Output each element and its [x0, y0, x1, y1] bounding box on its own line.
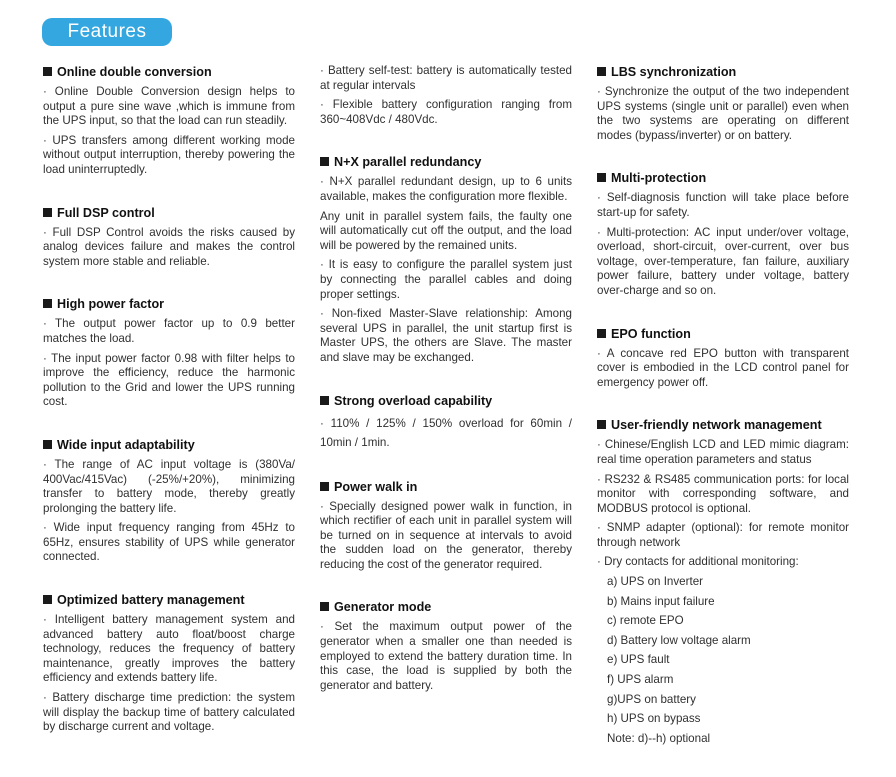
bullet-square-icon	[43, 595, 52, 604]
section-epo-function	[597, 326, 849, 391]
list-item: h) UPS on bypass	[607, 712, 701, 726]
bullet-square-icon	[43, 208, 52, 217]
paragraph: · Online Double Conversion design helps to output a pure sine wave ,which is immune from the UPS input, so that the load can run steadily.	[43, 85, 295, 128]
bullet-square-icon	[43, 299, 52, 308]
section-heading: User-friendly network management	[611, 418, 822, 433]
section-nx-parallel-redundancy	[320, 154, 572, 365]
bullet-square-icon	[320, 157, 329, 166]
paragraph: · The range of AC input voltage is (380Va/ 400Vac/415Vac) (-25%/+20%), minimizing transfer to battery mode, thereby greatly prolonging the battery life.	[43, 457, 295, 515]
section-wide-input-adaptability	[43, 437, 295, 565]
paragraph: · Non-fixed Master-Slave relationship: Among several UPS in parallel, the unit startup first is Master UPS, the others are Slave. The master and slave may be exchanged.	[320, 307, 572, 364]
section-high-power-factor	[43, 296, 295, 410]
section-full-dsp-control	[43, 205, 295, 270]
section-heading: Generator mode	[334, 600, 432, 615]
paragraph: · Flexible battery configuration ranging from 360~408Vdc / 480Vdc.	[320, 98, 572, 126]
list-item: d) Battery low voltage alarm	[607, 633, 751, 647]
paragraph: · Dry contacts for additional monitoring:	[597, 555, 799, 569]
section-heading: Full DSP control	[57, 205, 155, 220]
paragraph: · A concave red EPO button with transparent cover is embodied in the LCD control panel for emergency power off.	[597, 346, 849, 389]
section-optimized-battery-management	[43, 592, 295, 735]
bullet-square-icon	[43, 440, 52, 449]
column-2	[320, 64, 572, 698]
bullet-square-icon	[320, 602, 329, 611]
section-multi-protection	[597, 170, 849, 298]
section-heading: EPO function	[611, 326, 691, 341]
bullet-square-icon	[597, 420, 606, 429]
paragraph: · Battery self-test: battery is automatically tested at regular intervals	[320, 64, 572, 92]
paragraph: · Specially designed power walk in function, in which rectifier of each unit in parallel system will be turned on in sequence at intervals to avoid the sudden load on the generator, thereby reducing the cost of the generator required.	[320, 499, 572, 571]
section-user-friendly-network-management	[597, 417, 849, 746]
section-heading: Multi-protection	[611, 171, 707, 186]
paragraph: · Wide input frequency ranging from 45Hz to 65Hz, ensures stability of UPS while generator connected.	[43, 521, 295, 564]
paragraph: Any unit in parallel system fails, the faulty one will automatically cut off the output, and the load will be powered by the remained units.	[320, 209, 572, 252]
list-item: e) UPS fault	[607, 653, 670, 667]
paragraph: · Intelligent battery management system and advanced battery auto float/boost charge technology, reduces the frequency of battery maintenance, greatly improves the battery efficiency and extends battery life.	[43, 613, 295, 685]
list-item: f) UPS alarm	[607, 673, 674, 687]
section-heading: Power walk in	[334, 479, 418, 494]
section-heading: Wide input adaptability	[57, 437, 195, 452]
bullet-square-icon	[43, 67, 52, 76]
paragraph: · Battery discharge time prediction: the system will display the backup time of battery calculated by discharge current and voltage.	[43, 691, 295, 734]
section-heading: Optimized battery management	[57, 593, 245, 608]
section-online-double-conversion	[43, 64, 295, 178]
section-generator-mode	[320, 599, 572, 693]
bullet-square-icon	[597, 329, 606, 338]
paragraph: · Set the maximum output power of the generator when a smaller one than needed is employed to extend the battery duration time. In this case, the load is supplied by both the generator and battery.	[320, 620, 572, 692]
paragraph: · Multi-protection: AC input under/over voltage, overload, short-circuit, over-current, over bus voltage, over-temperature, fan failure, auxiliary power failure, battery under voltage, battery over-charge and so on.	[597, 225, 849, 297]
bullet-square-icon	[597, 173, 606, 182]
section-heading: Online double conversion	[57, 65, 212, 79]
list-item: g)UPS on battery	[607, 692, 696, 706]
section-heading: Strong overload capability	[334, 393, 493, 408]
column-1	[43, 64, 295, 740]
list-item: c) remote EPO	[607, 614, 684, 628]
list-item: a) UPS on Inverter	[607, 575, 704, 589]
paragraph: · N+X parallel redundant design, up to 6 units available, makes the configuration more flexible.	[320, 175, 572, 203]
paragraph: · UPS transfers among different working mode without output interruption, thereby powering the load uninterruptedly.	[43, 133, 295, 176]
bullet-square-icon	[597, 67, 606, 76]
paragraph: · RS232 & RS485 communication ports: for local monitor with corresponding software, and MODBUS protocol is optional.	[597, 472, 849, 515]
paragraph: · Self-diagnosis function will take place before start-up for safety.	[597, 191, 849, 219]
section-heading: LBS synchronization	[611, 65, 737, 79]
features-badge: Features	[42, 18, 172, 46]
paragraph: · Synchronize the output of the two independent UPS systems (single unit or parallel) even when the two systems are operating on different modes (bypass/inverter) or on battery.	[597, 85, 849, 142]
section-strong-overload-capability	[320, 393, 572, 452]
section-heading: N+X parallel redundancy	[334, 155, 482, 170]
paragraph: · The output power factor up to 0.9 better matches the load.	[43, 317, 295, 345]
paragraph: · The input power factor 0.98 with filter helps to improve the efficiency, reduce the harmonic pollution to the Grid and lower the UPS running cost.	[43, 351, 295, 409]
note-text: Note: d)--h) optional	[607, 731, 711, 745]
list-item: b) Mains input failure	[607, 594, 715, 608]
section-heading: High power factor	[57, 297, 165, 312]
paragraph: · Chinese/English LCD and LED mimic diagram: real time operation parameters and status	[597, 438, 849, 466]
paragraph: · 110% / 125% / 150% overload for 60min / 10min / 1min.	[320, 416, 572, 449]
paragraph: · It is easy to configure the parallel system just by connecting the parallel cables and doing proper settings.	[320, 258, 572, 301]
section-lbs-synchronization	[597, 64, 849, 143]
paragraph: · SNMP adapter (optional): for remote monitor through network	[597, 521, 849, 549]
section-power-walk-in	[320, 479, 572, 573]
column-3	[597, 64, 849, 746]
paragraph: · Full DSP Control avoids the risks caused by analog devices failure and makes the control system more stable and reliable.	[43, 225, 295, 268]
bullet-square-icon	[320, 396, 329, 405]
bullet-square-icon	[320, 482, 329, 491]
section-battery-continued	[320, 64, 572, 127]
